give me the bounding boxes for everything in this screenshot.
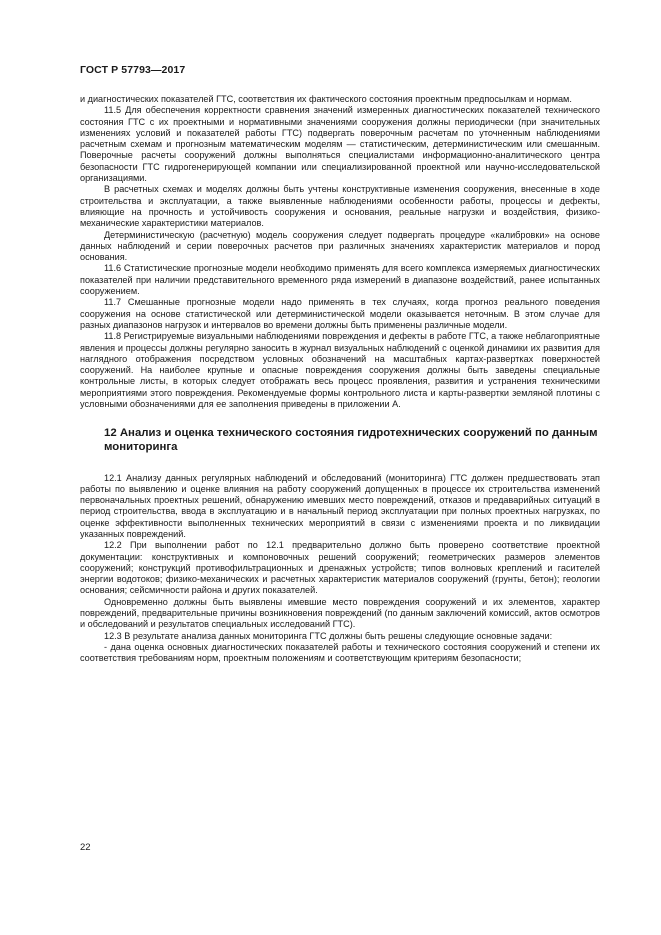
paragraph: Одновременно должны быть выявлены имевшие место повреждения сооружений и их элементов, характер повреждений, предварительные причины возникновения повреждений (по данным заключений комиссий, актов осмотров и обследований и результатов специальных исследований ГТС). <box>80 596 600 630</box>
paragraph: 12.3 В результате анализа данных мониторинга ГТС должны быть решены следующие основные задачи: <box>104 630 553 641</box>
section-heading: 12 Анализ и оценка технического состояния гидротехнических сооружений по данным мониторинга <box>104 427 598 453</box>
paragraph: и диагностических показателей ГТС, соответствия их фактического состояния проектным предпосылкам и нормам. <box>80 94 572 104</box>
paragraph: 11.7 Смешанные прогнозные модели надо применять в тех случаях, когда прогноз реального поведения сооружения на основе статистической или детерминистической модели оказывается неточным. В этом случае для разных диапазонов нагрузок и интервалов во времени должны быть применены различные модели. <box>80 297 600 330</box>
page-number: 22 <box>80 842 91 853</box>
paragraph: 11.5 Для обеспечения корректности сравнения значений измеренных диагностических показателей технического состояния ГТС с их проектными и нормативными значениями сооружения должны периодически (при значительных изменениях условий и показателей работы ГТС) подвергать поверочным расчетам по уточненным наблюдениями расчетным схемам и прогнозным математическим моделям — статистическим, детерминистическим или смешанным. Поверочные расчеты сооружений должны выполняться специалистами информационно-аналитического центра безопасности ГТС гидрогенерирующей компании или специализированной проектной или научно-исследовательской организациями. <box>80 105 600 184</box>
document-body <box>80 94 600 665</box>
paragraph: 11.8 Регистрируемые визуальными наблюдениями повреждения и дефекты в работе ГТС, а также неблагоприятные явления и процессы должны регулярно заносить в журнал визуальных наблюдений с оценкой динамики их развития для наглядного отображения посредством условных обозначений на масштабных картах-развертках поверхностей сооружений. На наиболее крупные и опасные повреждения сооружения должны быть заведены специальные контрольные листы, в которых следует отображать весь процесс проявления, развития и устранения техническими мероприятиями этого повреждения. Рекомендуемые формы контрольного листа и карты-развертки земляной плотины с условными обозначениями для ее заполнения приведены в приложении А. <box>80 331 600 410</box>
paragraph: 12.2 При выполнении работ по 12.1 предварительно должно быть проверено соответствие проектной документации: конструктивных и компоновочных решений сооружений; геометрических размеров элементов сооружений; конструкций противофильтрационных и дренажных устройств; типов волновых креплений и гасителей энергии водотоков; физико-механических и расчетных характеристик материалов сооружений (грунты, бетон); геологии основания; сейсмичности района и других показателей. <box>80 540 600 596</box>
paragraph: 12.1 Анализу данных регулярных наблюдений и обследований (мониторинга) ГТС должен предшествовать этап работы по выявлению и оценке влияния на работу сооружений допущенных в процессе их строительства изменений первоначальных проектных решений, обнаружению имевших место повреждений, отказов и предаварийных ситуаций в период строительства, ввода в эксплуатацию и в начальный период эксплуатации при полных проектных нагрузках, по оценке эффективности выполненных технических мероприятий в связи с изменениями проекта и по ликвидации указанных повреждений. <box>80 472 600 539</box>
paragraph: 11.6 Статистические прогнозные модели необходимо применять для всего комплекса измеряемых диагностических показателей при наличии представительного временного ряда измерений в диапазоне воздействий, ранее испытанных сооружением. <box>80 263 600 297</box>
paragraph: - дана оценка основных диагностических показателей работы и технического состояния сооружений и степени их соответствия требованиям норм, проектным положениям и соответствующим критериям безопасности; <box>80 641 600 664</box>
paragraph: В расчетных схемах и моделях должны быть учтены конструктивные изменения сооружения, внесенные в ходе строительства и эксплуатации, а также выявленные наблюдениями особенности работы, процессы и дефекты, влияющие на прочность и устойчивость сооружения и основания, реальные нагрузки и воздействия, физико-механические характеристики материалов. <box>80 184 600 229</box>
document-header: ГОСТ Р 57793—2017 <box>80 64 186 76</box>
paragraph: Детерминистическую (расчетную) модель сооружения следует подвергать процедуре «калибровки» на основе данных наблюдений и серии поверочных расчетов при различных значениях характеристик материалов и пород основания. <box>80 229 600 263</box>
